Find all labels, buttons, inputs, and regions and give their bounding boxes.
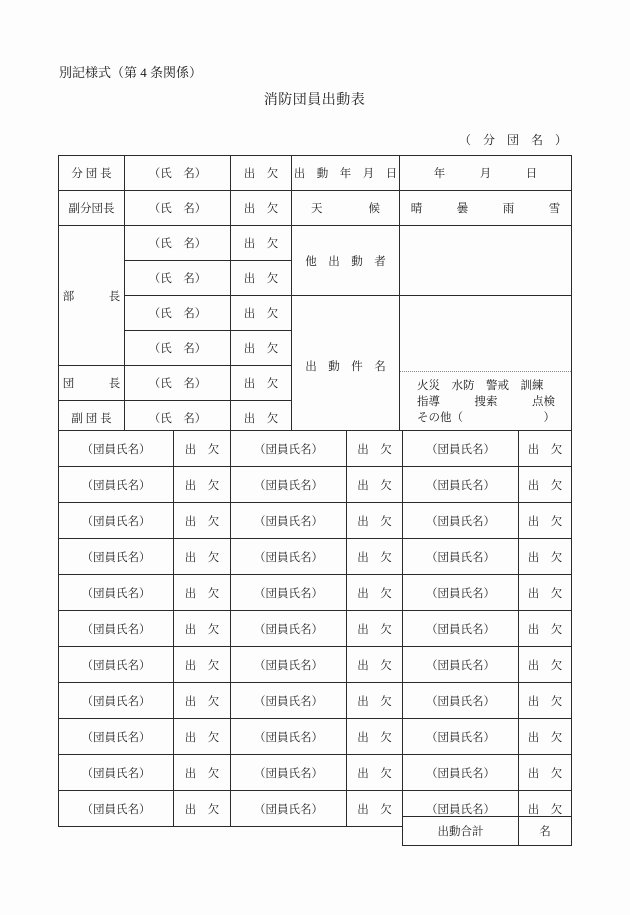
officer-name-cell: （氏 名） [125, 366, 231, 401]
member-name-cell: （団員氏名） [403, 755, 519, 791]
member-attendance-cell: 出 欠 [519, 539, 572, 575]
member-name-cell: （団員氏名） [231, 647, 347, 683]
member-attendance-cell: 出 欠 [347, 791, 403, 827]
member-name-cell: （団員氏名） [59, 467, 174, 503]
member-attendance-cell: 出 欠 [174, 755, 231, 791]
summary-row [403, 817, 572, 846]
dispatch-date-label: 出 動 年 月 日 [292, 156, 400, 191]
other-responders-label: 他 出 動 者 [292, 226, 400, 296]
member-name-cell: （団員氏名） [59, 647, 174, 683]
member-attendance-cell: 出 欠 [347, 575, 403, 611]
member-row [59, 683, 572, 719]
position-cell-deputy-brigade-chief: 副 団 長 [59, 401, 125, 436]
form-note: 別記様式（第 4 条関係） [59, 65, 203, 80]
other-responders-value-cell [400, 226, 572, 296]
member-attendance-cell: 出 欠 [519, 755, 572, 791]
dispatch-total-unit: 名 [519, 817, 572, 846]
member-name-cell: （団員氏名） [231, 431, 347, 467]
member-attendance-cell: 出 欠 [347, 467, 403, 503]
member-name-cell: （団員氏名） [59, 575, 174, 611]
member-name-cell: （団員氏名） [231, 575, 347, 611]
member-attendance-cell: 出 欠 [519, 683, 572, 719]
subunit-name-label: （ 分 団 名 ） [458, 133, 567, 147]
member-name-cell: （団員氏名） [59, 431, 174, 467]
member-name-cell: （団員氏名） [403, 611, 519, 647]
member-grid-body [59, 431, 572, 827]
member-attendance-cell: 出 欠 [519, 791, 572, 827]
incident-category-list [400, 372, 571, 426]
member-name-cell: （団員氏名） [403, 683, 519, 719]
member-name-cell: （団員氏名） [403, 647, 519, 683]
dispatch-total-label: 出動合計 [403, 817, 519, 846]
member-row [59, 467, 572, 503]
member-name-cell: （団員氏名） [59, 503, 174, 539]
member-attendance-cell: 出 欠 [347, 683, 403, 719]
position-cell-brigade-chief: 団 長 [59, 366, 125, 401]
member-attendance-cell: 出 欠 [347, 611, 403, 647]
member-name-cell: （団員氏名） [59, 791, 174, 827]
member-attendance-cell: 出 欠 [519, 611, 572, 647]
member-attendance-cell: 出 欠 [519, 503, 572, 539]
member-name-cell: （団員氏名） [231, 791, 347, 827]
officer-attendance-cell: 出 欠 [231, 226, 292, 261]
officer-attendance-cell: 出 欠 [231, 191, 292, 226]
member-attendance-cell: 出 欠 [174, 539, 231, 575]
officer-row [59, 191, 572, 226]
officer-row [59, 226, 572, 261]
member-row [59, 539, 572, 575]
dispatch-date-value: 年 月 日 [400, 156, 572, 191]
member-attendance-cell: 出 欠 [174, 431, 231, 467]
member-name-cell: （団員氏名） [59, 683, 174, 719]
member-row [59, 431, 572, 467]
member-attendance-cell: 出 欠 [174, 575, 231, 611]
member-attendance-cell: 出 欠 [347, 539, 403, 575]
member-row [59, 611, 572, 647]
member-attendance-cell: 出 欠 [519, 719, 572, 755]
member-attendance-cell: 出 欠 [174, 467, 231, 503]
officer-table [58, 155, 572, 436]
incident-name-cell [400, 296, 572, 436]
officer-name-cell: （氏 名） [125, 331, 231, 366]
officer-name-cell: （氏 名） [125, 296, 231, 331]
member-name-cell: （団員氏名） [59, 719, 174, 755]
officer-row [59, 156, 572, 191]
member-name-cell: （団員氏名） [403, 503, 519, 539]
member-attendance-cell: 出 欠 [174, 791, 231, 827]
member-name-cell: （団員氏名） [59, 755, 174, 791]
member-attendance-cell: 出 欠 [174, 611, 231, 647]
member-name-cell: （団員氏名） [403, 719, 519, 755]
member-name-cell: （団員氏名） [403, 575, 519, 611]
member-attendance-cell: 出 欠 [519, 431, 572, 467]
weather-label: 天 候 [292, 191, 400, 226]
member-name-cell: （団員氏名） [59, 539, 174, 575]
officer-name-cell: （氏 名） [125, 401, 231, 436]
member-row [59, 503, 572, 539]
member-name-cell: （団員氏名） [231, 683, 347, 719]
incident-category-line1: 火災 水防 警戒 訓練 [417, 380, 544, 392]
member-name-cell: （団員氏名） [231, 611, 347, 647]
member-row [59, 575, 572, 611]
member-attendance-cell: 出 欠 [347, 503, 403, 539]
incident-category-line3: その他（ ） [417, 412, 555, 424]
member-attendance-cell: 出 欠 [347, 719, 403, 755]
incident-category-line2: 指導 捜索 点検 [417, 396, 555, 408]
member-name-cell: （団員氏名） [231, 719, 347, 755]
position-cell-deputy-division-chief: 副分団長 [59, 191, 125, 226]
member-name-cell: （団員氏名） [403, 539, 519, 575]
member-name-cell: （団員氏名） [403, 791, 519, 827]
officer-row [59, 296, 572, 331]
member-name-cell: （団員氏名） [231, 755, 347, 791]
member-row [59, 755, 572, 791]
member-name-cell: （団員氏名） [231, 467, 347, 503]
officer-attendance-cell: 出 欠 [231, 261, 292, 296]
member-attendance-cell: 出 欠 [347, 755, 403, 791]
member-attendance-cell: 出 欠 [174, 503, 231, 539]
officer-name-cell: （氏 名） [125, 226, 231, 261]
weather-options: 晴 曇 雨 雪 [400, 191, 572, 226]
member-name-cell: （団員氏名） [231, 503, 347, 539]
member-attendance-cell: 出 欠 [347, 431, 403, 467]
officer-attendance-cell: 出 欠 [231, 156, 292, 191]
incident-name-label: 出 動 件 名 [292, 296, 400, 436]
officer-attendance-cell: 出 欠 [231, 366, 292, 401]
officer-name-cell: （氏 名） [125, 156, 231, 191]
officer-name-cell: （氏 名） [125, 191, 231, 226]
member-attendance-cell: 出 欠 [519, 467, 572, 503]
member-attendance-cell: 出 欠 [519, 647, 572, 683]
member-attendance-cell: 出 欠 [174, 647, 231, 683]
officer-attendance-cell: 出 欠 [231, 331, 292, 366]
member-attendance-cell: 出 欠 [519, 575, 572, 611]
member-attendance-cell: 出 欠 [174, 719, 231, 755]
officer-attendance-cell: 出 欠 [231, 296, 292, 331]
page-title: 消防団員出動表 [263, 93, 366, 108]
member-row [59, 647, 572, 683]
summary-table [402, 816, 572, 846]
incident-write-space [400, 305, 571, 372]
position-cell-section-chief: 部 長 [59, 226, 125, 366]
member-name-cell: （団員氏名） [231, 539, 347, 575]
member-name-cell: （団員氏名） [403, 467, 519, 503]
officer-attendance-cell: 出 欠 [231, 401, 292, 436]
member-attendance-cell: 出 欠 [347, 647, 403, 683]
member-table [58, 430, 572, 827]
officer-name-cell: （氏 名） [125, 261, 231, 296]
member-name-cell: （団員氏名） [403, 431, 519, 467]
member-row [59, 719, 572, 755]
member-name-cell: （団員氏名） [59, 611, 174, 647]
member-attendance-cell: 出 欠 [174, 683, 231, 719]
position-cell-division-chief: 分 団 長 [59, 156, 125, 191]
